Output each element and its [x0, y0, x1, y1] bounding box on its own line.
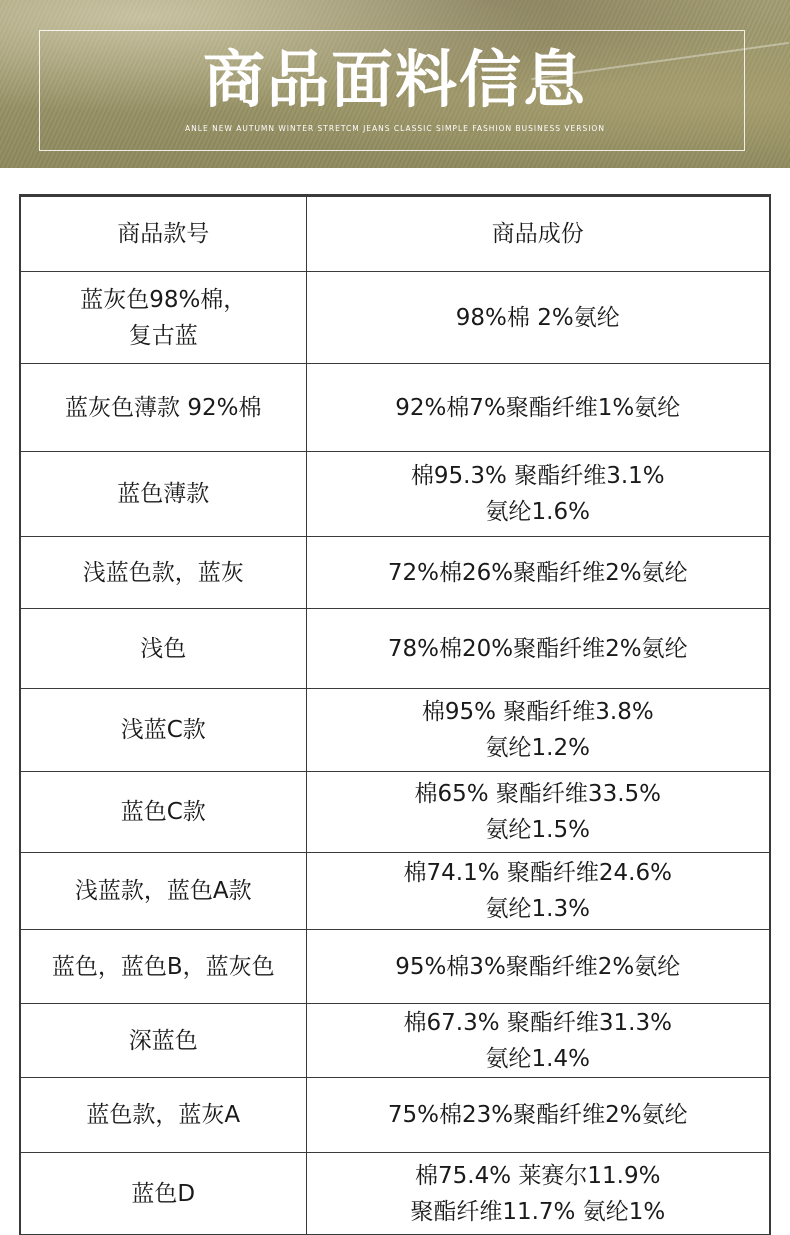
composition-cell: 95%棉3%聚酯纤维2%氨纶 [306, 930, 770, 1004]
table-row [20, 1153, 770, 1235]
model-cell: 浅蓝C款 [20, 689, 306, 772]
model-cell: 蓝灰色98%棉， 复古蓝 [20, 272, 306, 364]
model-cell: 蓝色D [20, 1153, 306, 1235]
model-cell: 浅蓝款，蓝色A款 [20, 853, 306, 930]
page-title: 商品面料信息 [202, 43, 587, 116]
composition-cell: 75%棉23%聚酯纤维2%氨纶 [306, 1078, 770, 1153]
composition-cell: 棉95.3% 聚酯纤维3.1% 氨纶1.6% [306, 452, 770, 537]
model-cell: 浅蓝色款，蓝灰 [20, 537, 306, 609]
column-header-model: 商品款号 [20, 196, 306, 272]
table-row [20, 1078, 770, 1153]
composition-cell: 棉95% 聚酯纤维3.8% 氨纶1.2% [306, 689, 770, 772]
model-cell: 蓝灰色薄款 92%棉 [20, 364, 306, 452]
table-header-row [20, 196, 770, 272]
composition-cell: 78%棉20%聚酯纤维2%氨纶 [306, 609, 770, 689]
column-header-composition: 商品成份 [306, 196, 770, 272]
table-row [20, 772, 770, 853]
table-row [20, 452, 770, 537]
composition-cell: 棉74.1% 聚酯纤维24.6% 氨纶1.3% [306, 853, 770, 930]
composition-cell: 棉75.4% 莱赛尔11.9% 聚酯纤维11.7% 氨纶1% [306, 1153, 770, 1235]
table-row [20, 364, 770, 452]
model-cell: 深蓝色 [20, 1004, 306, 1078]
table-row [20, 537, 770, 609]
header-banner [0, 0, 790, 168]
table-row [20, 853, 770, 930]
model-cell: 蓝色C款 [20, 772, 306, 853]
composition-cell: 72%棉26%聚酯纤维2%氨纶 [306, 537, 770, 609]
table-row [20, 609, 770, 689]
composition-cell: 棉65% 聚酯纤维33.5% 氨纶1.5% [306, 772, 770, 853]
table-row [20, 689, 770, 772]
composition-cell: 98%棉 2%氨纶 [306, 272, 770, 364]
composition-cell: 棉67.3% 聚酯纤维31.3% 氨纶1.4% [306, 1004, 770, 1078]
composition-cell: 92%棉7%聚酯纤维1%氨纶 [306, 364, 770, 452]
table-row [20, 272, 770, 364]
model-cell: 蓝色，蓝色B，蓝灰色 [20, 930, 306, 1004]
table-row [20, 930, 770, 1004]
model-cell: 浅色 [20, 609, 306, 689]
fabric-table [19, 194, 771, 1235]
model-cell: 蓝色薄款 [20, 452, 306, 537]
model-cell: 蓝色款，蓝灰A [20, 1078, 306, 1153]
table-row [20, 1004, 770, 1078]
page-subtitle: ANLE NEW AUTUMN WINTER STRETCM JEANS CLASSIC SIMPLE FASHION BUSINESS VERSION [185, 124, 605, 133]
